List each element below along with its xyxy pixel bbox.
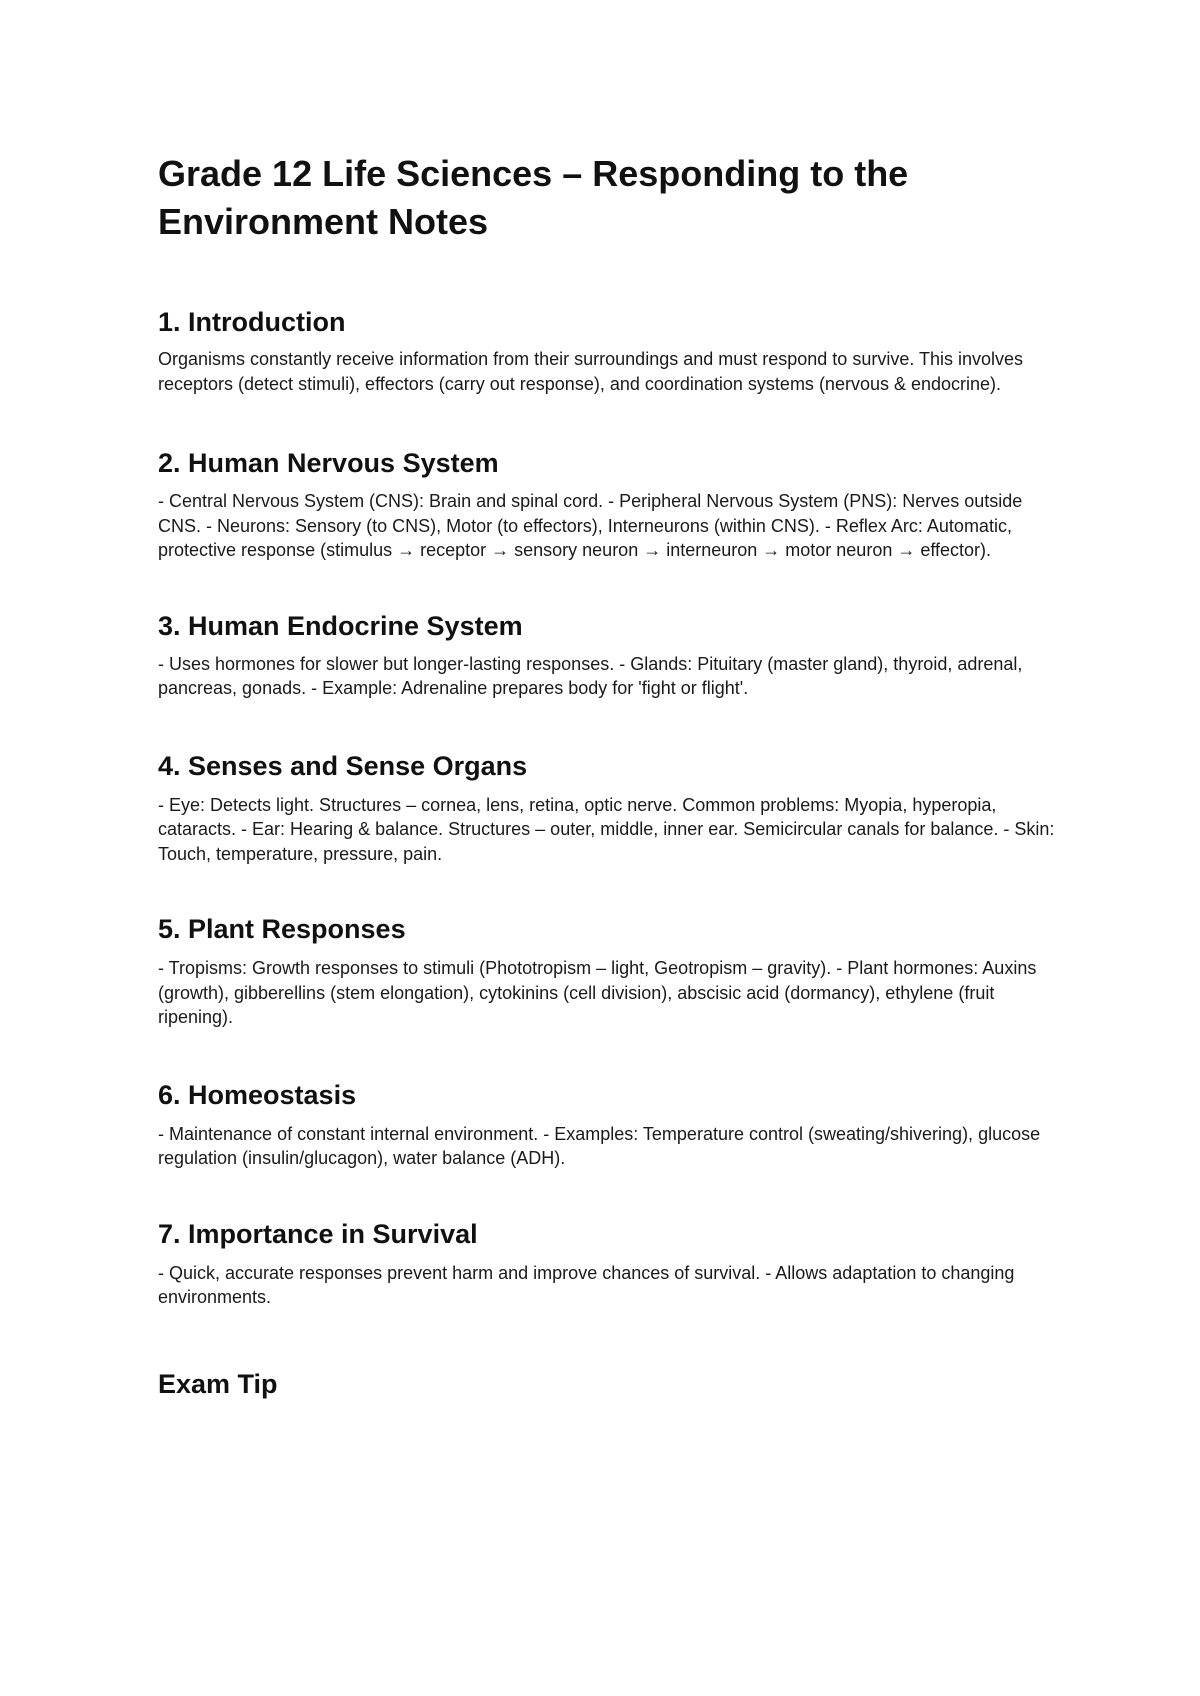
- section-heading: 5. Plant Responses: [158, 914, 406, 944]
- section-body: - Maintenance of constant internal environment. - Examples: Temperature control (sweating/shivering), glucose regulation (insulin/glucagon), water balance (ADH).: [158, 1123, 1041, 1168]
- document-title: Grade 12 Life Sciences – Responding to the Environment Notes: [158, 153, 909, 242]
- section-heading: 1. Introduction: [158, 307, 346, 337]
- section-body: - Uses hormones for slower but longer-lasting responses. - Glands: Pituitary (master gland), thyroid, adrenal, pancreas, gonads. - Example: Adrenaline prepares body for 'fight or flight'.: [158, 653, 1023, 698]
- section-endocrine-system: [158, 609, 1058, 701]
- section-heading: 3. Human Endocrine System: [158, 610, 523, 641]
- document-page: [158, 150, 1058, 1401]
- section-survival: [158, 1217, 1058, 1310]
- section-body: - Quick, accurate responses prevent harm and improve chances of survival. - Allows adaptation to changing environments.: [158, 1262, 1015, 1307]
- section-senses: [158, 749, 1058, 867]
- section-body: Organisms constantly receive information from their surroundings and must respond to survive. This involves receptors (detect stimuli), effectors (carry out response), and coordination systems (nervous & endocrine).: [158, 349, 1024, 394]
- section-homeostasis: [158, 1078, 1058, 1171]
- section-nervous-system: [158, 446, 1058, 563]
- section-exam-tip: [158, 1367, 1058, 1401]
- section-heading: 2. Human Nervous System: [158, 448, 499, 478]
- section-heading: 4. Senses and Sense Organs: [158, 750, 528, 781]
- section-heading: 7. Importance in Survival: [158, 1218, 478, 1249]
- section-heading: 6. Homeostasis: [158, 1079, 357, 1110]
- section-body: - Central Nervous System (CNS): Brain and spinal cord. - Peripheral Nervous System (PNS): Nerves outside CNS. - Neurons: Sensory (to CNS), Motor (to effectors), Interneurons (within CNS). - Reflex Arc: Automatic, protective response (stimulus → receptor → sensory neuron → interneuron → motor neuron → effector).: [158, 491, 1023, 560]
- section-body: - Eye: Detects light. Structures – cornea, lens, retina, optic nerve. Common problems: Myopia, hyperopia, cataracts. - Ear: Hearing & balance. Structures – outer, middle, inner ear. Semicircular canals for balance. - Skin: Touch, temperature, pressure, pain.: [158, 794, 1055, 864]
- section-body: - Tropisms: Growth responses to stimuli (Phototropism – light, Geotropism – gravity). - Plant hormones: Auxins (growth), gibberellins (stem elongation), cytokinins (cell division), abscisic acid (dormancy), ethylene (fruit ripening).: [158, 958, 1037, 1027]
- section-plant-responses: [158, 912, 1058, 1030]
- section-introduction: [158, 305, 1058, 396]
- exam-tip-heading: Exam Tip: [158, 1368, 278, 1399]
